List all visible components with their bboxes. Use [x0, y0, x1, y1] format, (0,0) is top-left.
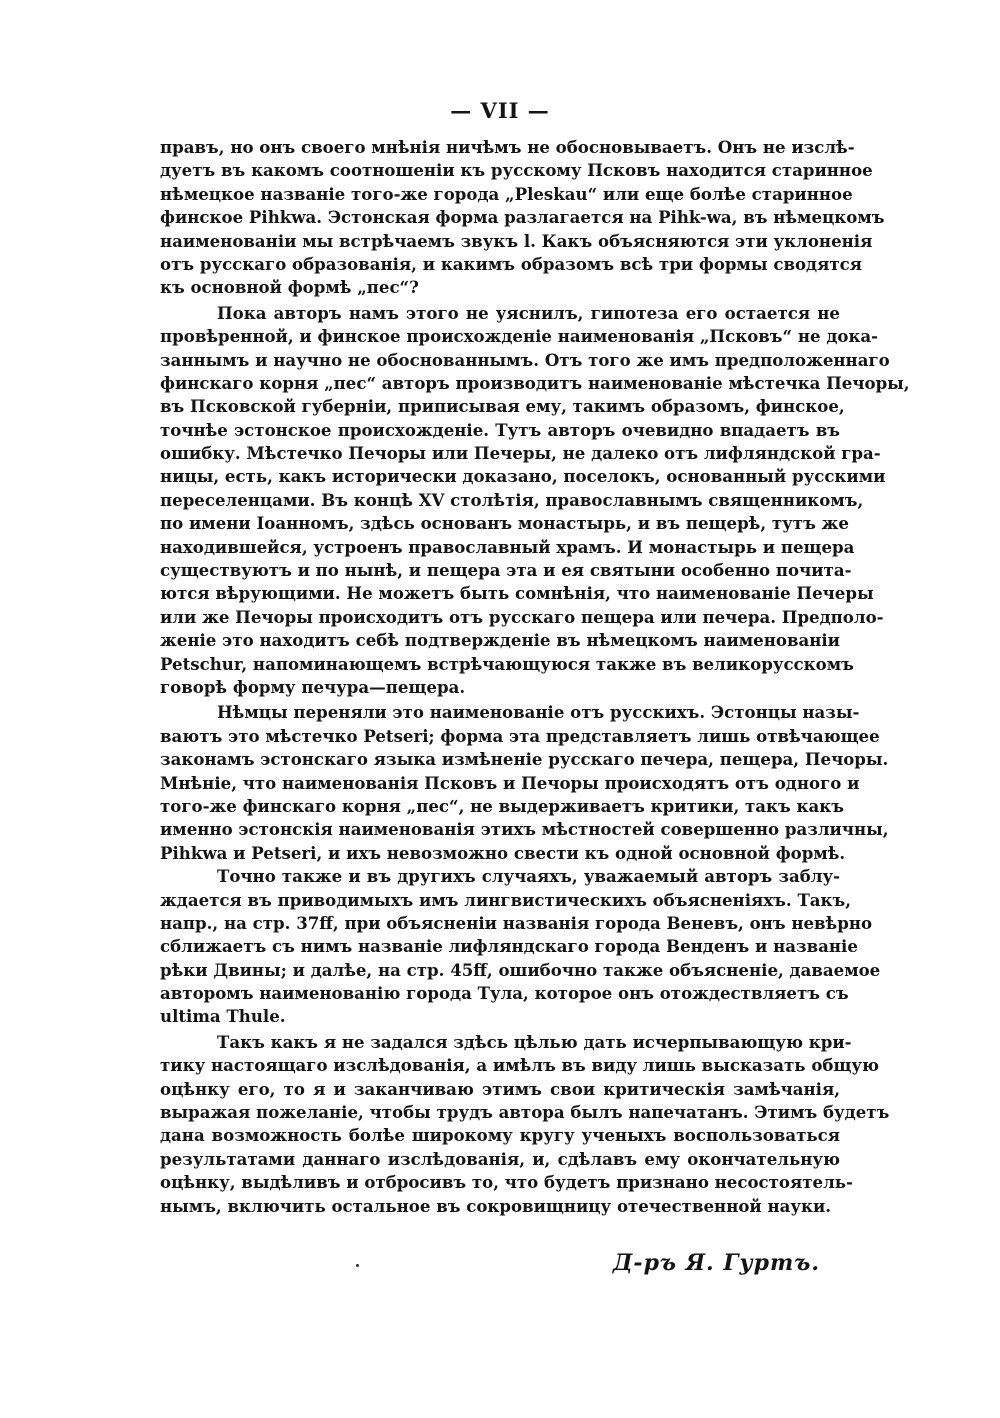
text-line: нѣмецкое названіе того-же города „Pleskau“ или еще болѣе старинное [160, 183, 853, 204]
text-line: напр., на стр. 37ff, при объясненіи названія города Веневъ, онъ невѣрно [160, 912, 873, 933]
text-line: финскаго корня „пес“ авторъ производитъ наименованіе мѣстечка Печоры, [160, 372, 910, 393]
text-line: женіе это находитъ себѣ подтвержденіе въ нѣмецкомъ наименованіи [160, 630, 840, 651]
page-number: — VII — [450, 98, 550, 123]
text-line: наименованіи мы встрѣчаемъ звукъ l. Какъ объясняются эти уклоненія [160, 230, 873, 251]
text-line: ultima Thule. [160, 1006, 286, 1027]
text-line: существуютъ и по нынѣ, и пещера эта и ея святыни особенно почита- [160, 560, 852, 581]
text-line: переселенцами. Въ концѣ XV столѣтія, православнымъ священникомъ, [160, 489, 864, 510]
text-line: ются вѣрующими. Не можетъ быть сомнѣнія, что наименованіе Печеры [160, 583, 874, 604]
paragraph [160, 865, 881, 1029]
text-line: Такъ какъ я не задался здѣсь цѣлью дать исчерпывающую кри- [217, 1031, 852, 1052]
text-line: Petschur, напоминающемъ встрѣчающуюся также въ великорусскомъ [160, 653, 854, 674]
text-line: находившейся, устроенъ православный храмъ. И монастырь и пещера [160, 536, 855, 557]
text-line: правъ, но онъ своего мнѣнія ничѣмъ не обосновываетъ. Онъ не изслѣ- [160, 137, 855, 157]
text-line: ницы, есть, какъ исторически доказано, поселокъ, основанный русскими [160, 466, 886, 487]
text-line: рѣки Двины; и далѣе, на стр. 45ff, ошибочно также объясненіе, даваемое [160, 959, 881, 980]
text-line: выражая пожеланіе, чтобы трудъ автора былъ напечатанъ. Этимъ будетъ [160, 1102, 890, 1123]
text-line: тику настоящаго изслѣдованія, а имѣлъ въ виду лишь высказать общую [160, 1055, 880, 1076]
text-line: отъ русскаго образованія, и какимъ образомъ всѣ три формы сводятся [160, 253, 863, 274]
ink-speck [356, 1264, 359, 1267]
text-line: именно эстонскія наименованія этихъ мѣстностей совершенно различны, [160, 819, 889, 840]
text-line: ваютъ это мѣстечко Petseri; форма эта представляетъ лишь отвѣчающее [160, 725, 880, 746]
text-line: провѣренной, и финское происхожденіе наименованія „Псковъ“ не дока- [160, 326, 879, 347]
text-line: или же Печоры происходитъ отъ русскаго пещера или печера. Предполо- [160, 606, 884, 627]
text-line: дана возможность болѣе широкому кругу ученыхъ воспользоваться [160, 1125, 840, 1146]
text-line: того-же финскаго корня „пес“, не выдерживаетъ критики, такъ какъ [160, 795, 844, 816]
body-text [160, 136, 910, 1218]
text-line: результатами даннаго изслѣдованія, и, сдѣлавъ ему окончательную [160, 1148, 840, 1169]
text-line: оцѣнку его, то я и заканчиваю этимъ свои критическія замѣчанія, [160, 1078, 840, 1099]
text-line: къ основной формѣ „пес“? [160, 277, 419, 298]
text-line: говорѣ форму печура—пещера. [160, 676, 466, 697]
paragraph [160, 136, 885, 300]
paragraph [160, 1031, 890, 1218]
text-line: финское Pihkwa. Эстонская форма разлагается на Pihk-wa, въ нѣмецкомъ [160, 207, 885, 228]
text-line: оцѣнку, выдѣливъ и отбросивъ то, что будетъ признано несостоятель- [160, 1172, 853, 1193]
text-line: ошибку. Мѣстечко Печоры или Печеры, не далеко отъ лифляндской гра- [160, 443, 881, 464]
text-line: заннымъ и научно не обоснованнымъ. Отъ того же имъ предположеннаго [160, 349, 890, 370]
text-line: Мнѣніе, что наименованія Псковъ и Печоры происходятъ отъ одного и [160, 772, 860, 793]
text-line: ждается въ приводимыхъ имъ лингвистическихъ объясненіяхъ. Такъ, [160, 889, 852, 910]
text-line: Пока авторъ намъ этого не уяснилъ, гипотеза его остается не [217, 302, 840, 323]
paragraph [160, 701, 889, 865]
text-line: Pihkwa и Petseri, и ихъ невозможно свести къ одной основной формѣ. [160, 842, 846, 863]
text-line: въ Псковской губерніи, приписывая ему, такимъ образомъ, финское, [160, 396, 845, 417]
text-line: законамъ эстонскаго языка измѣненіе русскаго печера, пещера, Печоры. [160, 749, 889, 770]
text-line: нымъ, включить остальное въ сокровищницу отечественной науки. [160, 1195, 832, 1216]
text-line: по имени Іоанномъ, здѣсь основанъ монастырь, и въ пещерѣ, тутъ же [160, 513, 849, 534]
text-line: авторомъ наименованію города Тула, которое онъ отождествляетъ съ [160, 983, 849, 1004]
signature: Д-ръ Я. Гуртъ. [612, 1250, 820, 1276]
text-line: сближаетъ съ нимъ названіе лифляндскаго города Венденъ и названіе [160, 936, 858, 957]
text-line: точнѣе эстонское происхожденіе. Тутъ авторъ очевидно впадаетъ въ [160, 419, 840, 440]
text-line: дуетъ въ какомъ соотношеніи къ русскому Псковъ находится старинное [160, 160, 873, 181]
text-line: Точно также и въ другихъ случаяхъ, уважаемый авторъ заблу- [217, 866, 840, 887]
paragraph [160, 302, 910, 700]
text-line: Нѣмцы переняли это наименованіе отъ русскихъ. Эстонцы назы- [217, 702, 860, 723]
